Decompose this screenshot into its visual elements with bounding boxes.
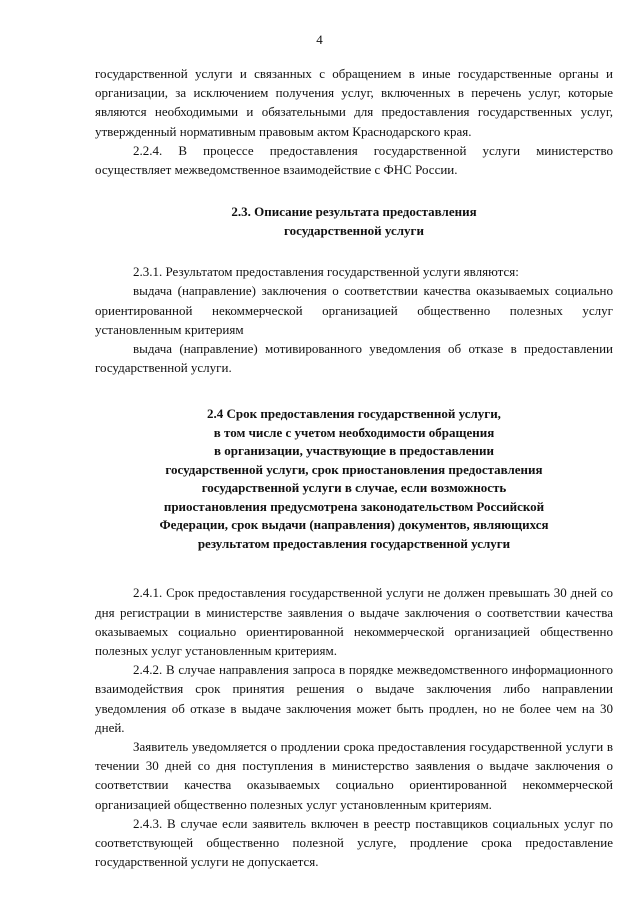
section-heading-line: в том числе с учетом необходимости обращения bbox=[213, 424, 495, 440]
section-heading-line: 2.3. Описание результата предоставления bbox=[231, 204, 477, 220]
result-item-refusal: выдача (направление) мотивированного уведомления об отказе в предоставлении государственной услуги. bbox=[95, 341, 613, 376]
section-2-4-heading bbox=[95, 405, 613, 553]
section-heading-line: государственной услуги, срок приостановления предоставления bbox=[165, 461, 543, 477]
page-number: 4 bbox=[316, 32, 323, 47]
section-heading-line: в организации, участвующие в предоставлении bbox=[214, 443, 494, 459]
section-2-3-heading bbox=[95, 203, 613, 240]
section-heading-line: приостановления предусмотрена законодательством Российской bbox=[163, 498, 545, 514]
paragraph-2-3-1: 2.3.1. Результатом предоставления государственной услуги являются: bbox=[133, 264, 519, 280]
paragraph-2-4-3: 2.4.3. В случае если заявитель включен в реестр поставщиков социальных услуг по соответствующей общественно полезной услуге, продление срока предоставление государственной услуги не допускается. bbox=[95, 815, 613, 870]
paragraph-extension-notice: Заявитель уведомляется о продлении срока предоставления государственной услуги в течении 30 дней со дня поступления в министерство заявления о выдаче заключения о соответствии качества оказываемых социально ориентированной некоммерческой организацией общественно полезных услуг установленным критериям. bbox=[95, 739, 613, 812]
section-heading-line: государственной услуги в случае, если возможность bbox=[201, 480, 507, 496]
document-body bbox=[95, 64, 613, 871]
paragraph-2-2-4: 2.2.4. В процессе предоставления государственной услуги министерство осуществляет межведомственное взаимодействие с ФНС России. bbox=[95, 142, 613, 178]
section-heading-line: государственной услуги bbox=[284, 222, 424, 238]
section-heading-line: 2.4 Срок предоставления государственной услуги, bbox=[207, 406, 501, 422]
section-heading-line: Федерации, срок выдачи (направления) документов, являющихся bbox=[159, 517, 549, 533]
paragraph-2-4-2: 2.4.2. В случае направления запроса в порядке межведомственного информационного взаимодействия срок принятия решения о выдаче заключения либо направлении уведомления об отказе в выдаче заключения может быть продлен, но не более чем на 30 дней. bbox=[95, 662, 613, 735]
section-heading-line: результатом предоставления государственной услуги bbox=[197, 535, 511, 551]
paragraph-intro: государственной услуги и связанных с обращением в иные государственные органы и организации, за исключением получения услуг, включенных в перечень услуг, которые являются необходимыми и обязательными для предоставления государственных услуг, утвержденный нормативным правовым актом Краснодарского края. bbox=[95, 66, 613, 139]
paragraph-2-4-1: 2.4.1. Срок предоставления государственной услуги не должен превышать 30 дней со дня регистрации в министерстве заявления о выдаче заключения о соответствии качества оказываемых социально ориентированной некоммерческой организацией общественно полезных услуг установленным критериям. bbox=[95, 585, 613, 659]
result-item-conclusion: выдача (направление) заключения о соответствии качества оказываемых социально ориентированной некоммерческой организацией общественно полезных услуг установленным критериям bbox=[95, 283, 613, 337]
